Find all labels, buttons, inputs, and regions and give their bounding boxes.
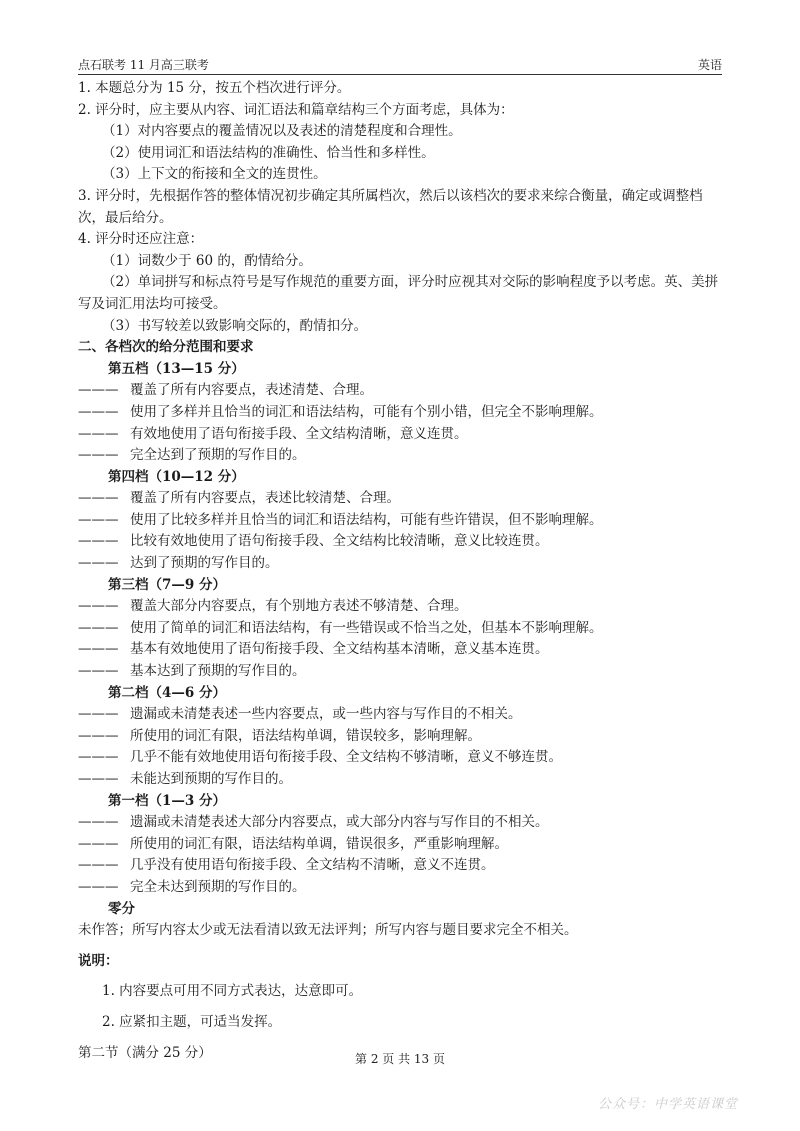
em-dash: ——— [78,814,119,831]
rule-2-item: （1）对内容要点的覆盖情况以及表述的清楚程度和合理性。 [102,123,462,140]
em-dash: ——— [78,511,119,528]
rule-4: 4. 评分时还应注意： [78,231,204,248]
level-item: ——— 所使用的词汇有限，语法结构单调，错误较多，影响理解。 [78,726,728,748]
em-dash: ——— [78,533,119,550]
level-item: ——— 覆盖了所有内容要点，表述比较清楚、合理。 [78,488,728,510]
em-dash: ——— [78,835,119,852]
em-dash: ——— [78,878,119,895]
em-dash: ——— [78,425,119,442]
level-item: ——— 比较有效地使用了语句衔接手段、全文结构比较清晰，意义比较连贯。 [78,531,728,553]
note-item: 1. 内容要点可用不同方式表达，达意即可。 [102,983,363,1000]
em-dash: ——— [78,382,119,399]
level-item: ——— 覆盖大部分内容要点，有个别地方表述不够清楚、合理。 [78,596,728,618]
level-item: ——— 完全达到了预期的写作目的。 [78,445,728,467]
em-dash: ——— [78,490,119,507]
em-dash: ——— [78,706,119,723]
watermark: 公众号：中学英语课堂 [597,1097,738,1112]
level-item: ——— 遗漏或未清楚表述一些内容要点，或一些内容与写作目的不相关。 [78,704,728,726]
rule-3: 3. 评分时，先根据作答的整体情况初步确定其所属档次，然后以该档次的要求来综合衡量，确定或调整档次，最后给分。 [78,187,703,226]
header-exam-name: 点石联考 11 月高三联考 [78,58,209,72]
notes-heading: 说明： [78,952,119,969]
level-title: 第五档（13—15 分） [108,360,245,377]
rule-2-item: （3）上下文的衔接和全文的连贯性。 [102,166,327,183]
em-dash: ——— [78,555,119,572]
em-dash: ——— [78,749,119,766]
note-item: 2. 应紧扣主题，可适当发挥。 [102,1013,282,1030]
level-item: ——— 几乎不能有效地使用语句衔接手段、全文结构不够清晰，意义不够连贯。 [78,747,728,769]
level-item: ——— 完全未达到预期的写作目的。 [78,877,728,899]
zero-score-text: 未作答；所写内容太少或无法看清以致无法评判；所写内容与题目要求完全不相关。 [78,922,578,939]
level-title: 第三档（7—9 分） [108,576,226,593]
rule-1: 1. 本题总分为 15 分，按五个档次进行评分。 [78,80,351,96]
level-title: 第四档（10—12 分） [108,468,245,485]
zero-score-title: 零分 [108,900,135,917]
em-dash: ——— [78,447,119,464]
level-item: ——— 使用了比较多样并且恰当的词汇和语法结构，可能有些许错误，但不影响理解。 [78,510,728,532]
level-item: ——— 达到了预期的写作目的。 [78,553,728,575]
next-section-heading: 第二节（满分 25 分） [78,1044,212,1061]
rule-2-item: （2）使用词汇和语法结构的准确性、恰当性和多样性。 [102,144,435,161]
em-dash: ——— [78,771,119,787]
level-title: 第二档（4—6 分） [108,684,226,701]
em-dash: ——— [78,403,119,420]
rule-4-item: （2）单词拼写和标点符号是写作规范的重要方面，评分时应视其对交际的影响程度予以考虑。英、美拼写及词汇用法均可接受。 [78,274,719,312]
em-dash: ——— [78,598,119,615]
em-dash: ——— [78,727,119,744]
level-item: ——— 使用了简单的词汇和语法结构，有一些错误或不恰当之处，但基本不影响理解。 [78,618,728,640]
em-dash: ——— [78,641,119,658]
em-dash: ——— [78,619,119,636]
level-item: ——— 基本有效地使用了语句衔接手段、全文结构基本清晰，意义基本连贯。 [78,639,728,661]
document-body [78,78,728,1064]
header-subject: 英语 [697,58,722,72]
level-item: ——— 有效地使用了语句衔接手段、全文结构清晰，意义连贯。 [78,424,728,446]
page-header [78,58,722,75]
level-item: ——— 所使用的词汇有限，语法结构单调，错误很多，严重影响理解。 [78,834,728,856]
level-item: ——— 覆盖了所有内容要点，表述清楚、合理。 [78,380,728,402]
page-number: 第 2 页 共 13 页 [355,1052,445,1066]
level-item: ——— 未能达到预期的写作目的。 [78,769,728,791]
em-dash: ——— [78,663,119,680]
em-dash: ——— [78,857,119,874]
level-title: 第一档（1—3 分） [108,792,226,809]
level-item: ——— 几乎没有使用语句衔接手段、全文结构不清晰，意义不连贯。 [78,855,728,877]
rule-4-item: （3）书写较差以致影响交际的，酌情扣分。 [102,317,368,334]
section-heading: 二、各档次的给分范围和要求 [78,339,254,356]
rule-2: 2. 评分时，应主要从内容、词汇语法和篇章结构三个方面考虑，具体为： [78,101,514,118]
level-item: ——— 使用了多样并且恰当的词汇和语法结构，可能有个别小错，但完全不影响理解。 [78,402,728,424]
level-item: ——— 遗漏或未清楚表述大部分内容要点，或大部分内容与写作目的不相关。 [78,812,728,834]
rule-4-item: （1）词数少于 60 的，酌情给分。 [102,252,312,269]
level-item: ——— 基本达到了预期的写作目的。 [78,661,728,683]
